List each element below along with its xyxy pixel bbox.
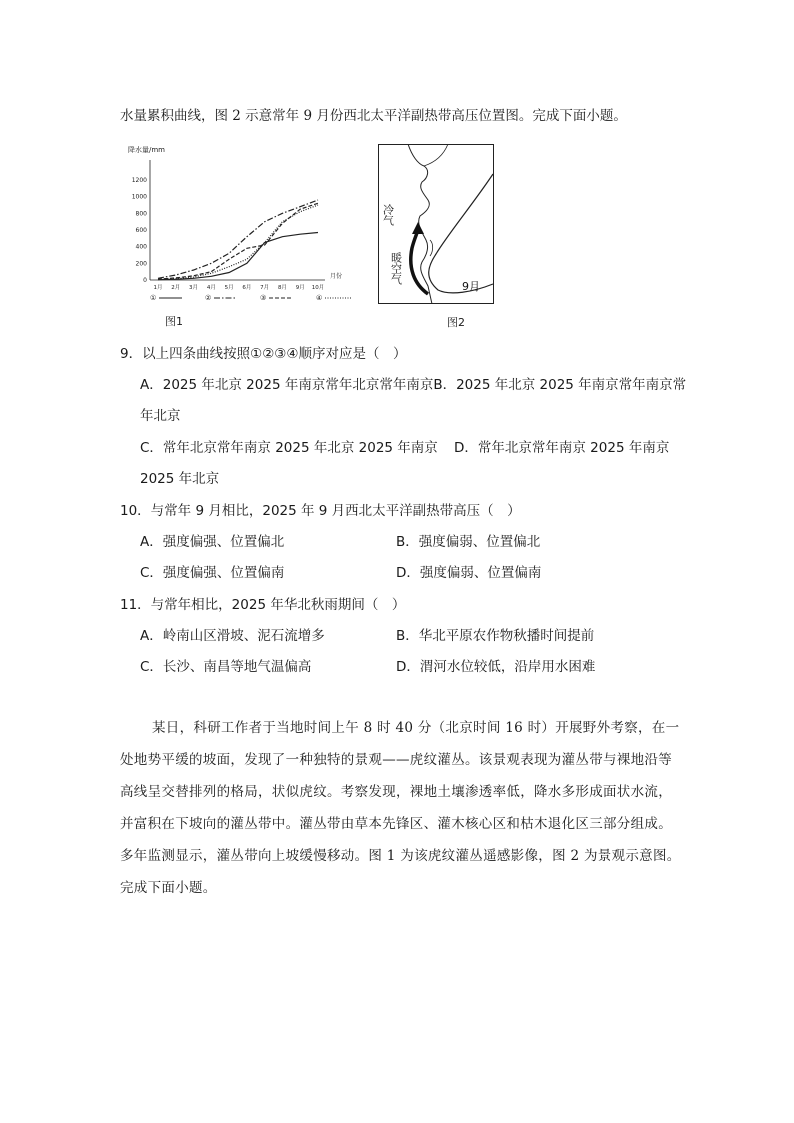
q11-option-c: C．长沙、南昌等地气温偏高 [140,659,312,675]
x-tick-label: 2月 [171,285,181,291]
y-tick-label: 1000 [131,193,147,201]
y-tick-label: 800 [135,210,147,218]
q9-option-d: D．常年北京常年南京 2025 年南京 [454,440,670,456]
y-tick-label: 1200 [131,177,147,184]
legend-label-4: ④ [316,294,323,302]
legend-label-2: ② [205,294,212,302]
q10-option-c: C．强度偏强、位置偏南 [140,565,285,581]
q10-option-d: D．强度偏弱、位置偏南 [396,565,542,581]
q10-option-a: A．强度偏强、位置偏北 [140,534,285,550]
x-tick-label: 1月 [153,285,163,291]
q11-stem: 11．与常年相比，2025 年华北秋雨期间（ ） [120,597,406,613]
x-tick-label: 4月 [206,285,216,291]
x-tick-label: 10月 [311,285,325,291]
passage-line-4: 并富积在下坡向的灌丛带中。灌丛带由草本先锋区、灌木核心区和枯木退化区三部分组成。 [120,816,672,832]
y-tick-label: 200 [135,260,147,268]
q9-option-c: C．常年北京常年南京 2025 年北京 2025 年南京 [140,440,438,456]
fig1-legend [150,294,352,302]
cold-air-label: 冷气 [381,204,395,226]
x-tick-label: 7月 [260,285,270,291]
month-label: 9月 [462,280,480,293]
x-tick-label: 3月 [189,285,199,291]
q9-option-b-cont: 年北京 [140,408,181,424]
x-tick-label: 9月 [295,285,305,291]
intro-text: 水量累积曲线，图 2 示意常年 9 月份西北太平洋副热带高压位置图。完成下面小题。 [120,108,627,124]
passage-line-5: 多年监测显示，灌丛带向上坡缓慢移动。图 1 为该虎纹灌丛遥感影像，图 2 为景观示意图。 [120,848,681,864]
warm-air-label: 暖空气 [389,252,403,285]
series-line-2 [158,200,318,278]
y-tick-label: 400 [135,243,147,251]
passage-line-2: 处地势平缓的坡面，发现了一种独特的景观——虎纹灌丛。该景观表现为灌丛带与裸地沿等 [120,752,672,768]
fig1-caption: 图1 [165,315,183,328]
q10-option-b: B．强度偏弱、位置偏北 [396,534,541,550]
x-tick-label: 5月 [224,285,234,291]
passage-line-1: 某日，科研工作者于当地时间上午 8 时 40 分（北京时间 16 时）开展野外考察，在一 [152,720,680,736]
legend-label-3: ③ [260,294,267,302]
q9-option-ab: A．2025 年北京 2025 年南京常年北京常年南京B．2025 年北京 2025 年南京常年南京常 [140,377,687,393]
figure-1-chart [120,140,360,310]
passage-line-3: 高线呈交替排列的格局，状似虎纹。考察发现，裸地土壤渗透率低，降水多形成面状水流， [120,784,672,800]
q9-stem: 9．以上四条曲线按照①②③④顺序对应是（ ） [120,346,407,362]
legend-label-1: ① [150,294,157,302]
y-tick-label: 0 [143,277,147,284]
series-line-1 [158,233,318,280]
q11-option-a: A．岭南山区滑坡、泥石流增多 [140,628,325,644]
x-tick-label: 6月 [242,285,252,291]
x-tick-label: 8月 [277,285,287,291]
passage-line-6: 完成下面小题。 [120,880,217,896]
q10-stem: 10．与常年 9 月相比，2025 年 9 月西北太平洋副热带高压（ ） [120,503,521,519]
fig1-ylabel: 降水量/mm [128,146,165,154]
q9-option-d-cont: 2025 年北京 [140,471,220,487]
q11-option-d: D．渭河水位较低，沿岸用水困难 [396,659,596,675]
q11-option-b: B．华北平原农作物秋播时间提前 [396,628,595,644]
y-tick-label: 600 [135,227,147,234]
fig1-xlabel: 月份 [330,273,343,280]
fig2-caption: 图2 [447,316,465,329]
figure-2-map [378,144,494,304]
